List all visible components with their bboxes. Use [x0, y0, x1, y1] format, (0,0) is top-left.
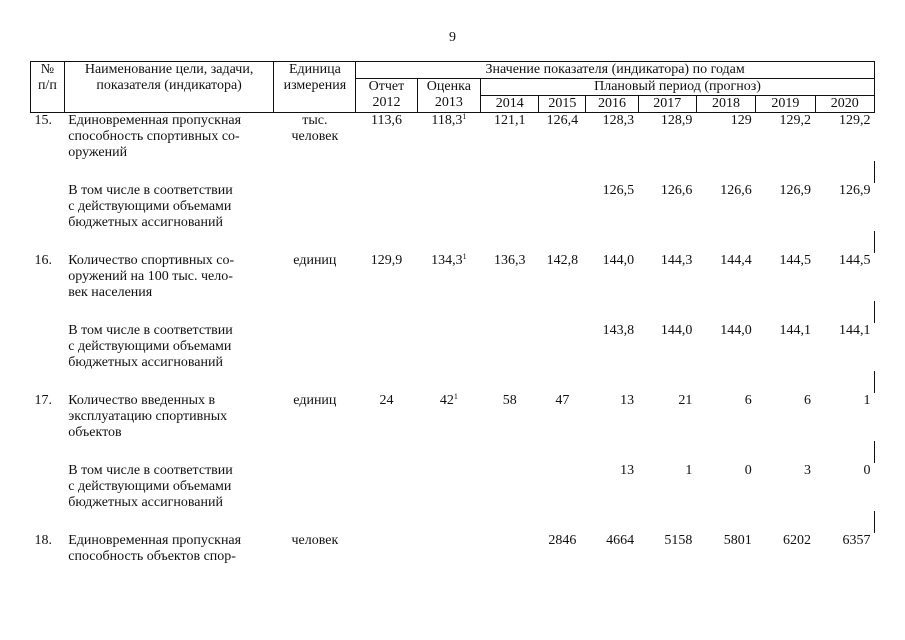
header-estimate-label: Оценка — [426, 79, 471, 94]
footnote-mark: 1 — [453, 392, 458, 401]
indicator-name-line: Единовременная пропускная — [68, 533, 242, 548]
indicator-name-line: способность спортивных со- — [68, 129, 240, 144]
plan-value: 129 — [730, 113, 752, 128]
header-year: 2014 — [481, 96, 539, 113]
header-unit — [274, 62, 356, 113]
value-2013 — [417, 113, 480, 162]
unit-line: человек — [291, 129, 339, 144]
indicator-name — [64, 113, 274, 162]
footnote-mark: 1 — [462, 252, 467, 261]
plan-value: 1 — [863, 393, 871, 408]
footnote-mark: 1 — [462, 112, 467, 121]
indicator-name-line: Количество введенных в — [68, 393, 216, 408]
header-year: 2015 — [539, 96, 586, 113]
plan-value: 6357 — [842, 533, 871, 548]
subrow-plan-value: 1 — [685, 463, 693, 478]
subrow-name — [64, 323, 274, 371]
plan-value: 4664 — [606, 533, 635, 548]
unit-line: человек — [291, 533, 339, 548]
unit-cell — [274, 253, 356, 301]
plan-value: 136,3 — [493, 253, 526, 268]
plan-value: 21 — [678, 393, 693, 408]
indicator-name-line: объектов — [68, 425, 122, 440]
indicator-name-line: эксплуатацию спортивных — [68, 409, 228, 424]
header-name-line1: Наименование цели, задачи, — [84, 62, 254, 77]
subrow-name-line: бюджетных ассигнований — [68, 495, 223, 510]
table-body — [31, 113, 875, 566]
plan-value: 13 — [620, 393, 635, 408]
subrow-plan-value — [481, 323, 539, 371]
row-number: 15. — [34, 113, 52, 128]
unit-line: единиц — [293, 393, 337, 408]
value-2012 — [356, 533, 417, 565]
table-subrow — [31, 183, 875, 231]
plan-value: 5801 — [723, 533, 752, 548]
subrow-plan-value — [539, 323, 586, 371]
subrow-plan-value: 0 — [744, 463, 752, 478]
header-report-year: 2012 — [372, 95, 401, 110]
indicator-name — [64, 533, 274, 565]
plan-value: 5158 — [664, 533, 693, 548]
indicator-name-line: век населения — [68, 285, 153, 300]
subrow-plan-value — [481, 463, 539, 511]
plan-value: 2846 — [548, 533, 577, 548]
subrow-plan-value: 3 — [804, 463, 812, 478]
table-subrow — [31, 323, 875, 371]
subrow-plan-value: 144,0 — [720, 323, 752, 338]
subrow-plan-value: 126,9 — [779, 183, 812, 198]
header-name — [64, 62, 274, 113]
row-number: 17. — [34, 393, 52, 408]
subrow-plan-value — [539, 463, 586, 511]
subrow-plan-value: 144,1 — [839, 323, 871, 338]
subrow-name-line: В том числе в соответствии — [68, 323, 233, 338]
value-2012: 113,6 — [370, 113, 402, 128]
subrow-name — [64, 183, 274, 231]
header-num — [31, 62, 65, 113]
plan-value: 129,2 — [779, 113, 812, 128]
plan-value: 6 — [744, 393, 752, 408]
plan-value: 58 — [502, 393, 517, 408]
page-number: 9 — [449, 30, 456, 45]
plan-value: 129,2 — [839, 113, 871, 128]
subrow-name — [64, 463, 274, 511]
indicator-name — [64, 393, 274, 441]
table-row — [31, 533, 875, 565]
subrow-name-line: В том числе в соответствии — [68, 463, 233, 478]
subrow-name-line: с действующими объемами — [68, 199, 232, 214]
subrow-plan-value: 143,8 — [602, 323, 635, 338]
subrow-plan-value — [539, 183, 586, 231]
subrow-plan-value: 126,6 — [660, 183, 693, 198]
table-header — [31, 62, 875, 113]
header-year: 2020 — [815, 96, 874, 113]
plan-value: 128,3 — [602, 113, 635, 128]
unit-line: единиц — [293, 253, 337, 268]
header-num-line2: п/п — [37, 78, 57, 93]
plan-value: 47 — [555, 393, 570, 408]
header-report — [356, 79, 417, 113]
table-row — [31, 393, 875, 441]
header-estimate — [417, 79, 480, 113]
indicator-name-line: Единовременная пропускная — [68, 113, 242, 128]
plan-value: 144,4 — [720, 253, 752, 268]
plan-value: 144,5 — [779, 253, 812, 268]
subrow-plan-value: 126,6 — [720, 183, 752, 198]
header-plan-title: Плановый период (прогноз) — [481, 79, 875, 96]
subrow-name-line: с действующими объемами — [68, 479, 232, 494]
value-2013 — [417, 393, 480, 441]
unit-cell — [274, 393, 356, 441]
table-row — [31, 113, 875, 162]
subrow-plan-value: 126,5 — [602, 183, 635, 198]
subrow-plan-value — [481, 183, 539, 231]
indicators-table — [30, 61, 875, 565]
subrow-name-line: с действующими объемами — [68, 339, 232, 354]
subrow-plan-value: 0 — [863, 463, 871, 478]
header-report-label: Отчет — [368, 79, 405, 94]
value-2013-number: 118,3 — [431, 113, 463, 128]
indicator-name-line: способность объектов спор- — [68, 549, 236, 564]
unit-cell — [274, 113, 356, 162]
header-year: 2016 — [586, 96, 638, 113]
header-unit-line1: Единица — [288, 62, 341, 77]
value-2013 — [417, 253, 480, 301]
header-name-line2: показателя (индикатора) — [96, 78, 242, 93]
header-year: 2017 — [638, 96, 696, 113]
header-num-line1: № — [40, 62, 55, 77]
header-year: 2018 — [696, 96, 755, 113]
value-2013-number: 42 — [439, 393, 454, 408]
table-subrow — [31, 463, 875, 511]
indicator-name-line: оружений — [68, 145, 128, 160]
plan-value: 6202 — [783, 533, 812, 548]
subrow-plan-value: 13 — [620, 463, 635, 478]
subrow-plan-value: 126,9 — [839, 183, 871, 198]
value-2013-number: 134,3 — [431, 253, 463, 268]
row-number: 16. — [34, 253, 52, 268]
unit-cell — [274, 533, 356, 565]
row-number: 18. — [34, 533, 52, 548]
value-2012: 24 — [379, 393, 394, 408]
subrow-name-line: В том числе в соответствии — [68, 183, 233, 198]
subrow-name-line: бюджетных ассигнований — [68, 215, 223, 230]
subrow-plan-value: 144,1 — [779, 323, 812, 338]
unit-line: тыс. — [302, 113, 328, 128]
plan-value: 144,3 — [660, 253, 693, 268]
plan-value: 121,1 — [493, 113, 526, 128]
subrow-plan-value: 144,0 — [660, 323, 693, 338]
plan-value — [481, 533, 539, 565]
value-2013 — [417, 533, 480, 565]
plan-value: 142,8 — [546, 253, 579, 268]
value-2012: 129,9 — [370, 253, 403, 268]
subrow-name-line: бюджетных ассигнований — [68, 355, 223, 370]
indicator-name-line: Количество спортивных со- — [68, 253, 235, 268]
header-unit-line2: измерения — [283, 78, 347, 93]
header-group-title: Значение показателя (индикатора) по годам — [356, 62, 875, 79]
plan-value: 144,0 — [602, 253, 635, 268]
plan-value: 128,9 — [660, 113, 693, 128]
plan-value: 144,5 — [839, 253, 871, 268]
table-row — [31, 253, 875, 301]
header-year: 2019 — [756, 96, 815, 113]
indicator-name — [64, 253, 274, 301]
plan-value: 126,4 — [546, 113, 579, 128]
indicator-name-line: оружений на 100 тыс. чело- — [68, 269, 233, 284]
header-estimate-year: 2013 — [434, 95, 463, 110]
plan-value: 6 — [804, 393, 812, 408]
